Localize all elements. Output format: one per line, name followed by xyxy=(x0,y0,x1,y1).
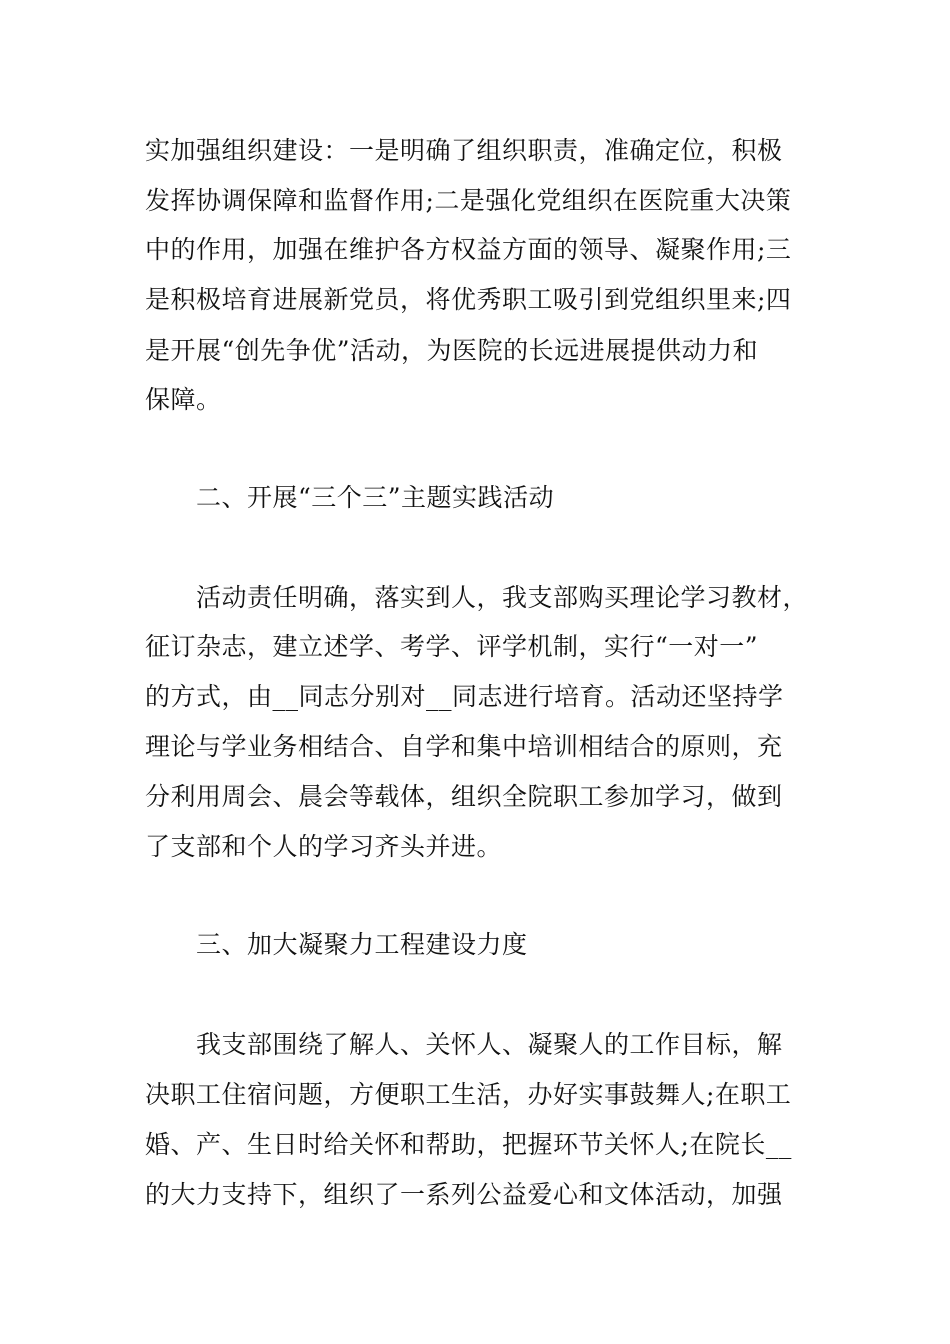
section-heading-2: 二、开展“三个三”主题实践活动 xyxy=(196,483,555,512)
paragraph-2-line-1: 活动责任明确，落实到人，我支部购买理论学习教材， xyxy=(196,583,809,612)
paragraph-1-line-1: 实加强组织建设：一是明确了组织职责，准确定位，积极 xyxy=(145,136,783,165)
paragraph-1-line-5: 是开展“创先争优”活动，为医院的长远进展提供动力和 xyxy=(145,336,759,365)
paragraph-1-line-6: 保障。 xyxy=(145,385,222,414)
paragraph-3-line-2: 决职工住宿问题，方便职工生活，办好实事鼓舞人;在职工 xyxy=(145,1080,792,1109)
paragraph-2-line-3: 的方式，由__同志分别对__同志进行培育。活动还坚持学 xyxy=(145,682,784,711)
paragraph-3-line-4: 的大力支持下，组织了一系列公益爱心和文体活动，加强 xyxy=(145,1180,783,1209)
paragraph-2-line-4: 理论与学业务相结合、自学和集中培训相结合的原则，充 xyxy=(145,732,783,761)
paragraph-3-line-1: 我支部围绕了解人、关怀人、凝聚人的工作目标，解 xyxy=(196,1030,783,1059)
paragraph-1-line-4: 是积极培育进展新党员，将优秀职工吸引到党组织里来;四 xyxy=(145,285,792,314)
paragraph-2-line-2: 征订杂志，建立述学、考学、评学机制，实行“一对一” xyxy=(145,632,759,661)
paragraph-2-line-6: 了支部和个人的学习齐头并进。 xyxy=(145,832,503,861)
paragraph-1-line-3: 中的作用，加强在维护各方权益方面的领导、凝聚作用;三 xyxy=(145,235,792,264)
paragraph-2-line-5: 分利用周会、晨会等载体，组织全院职工参加学习，做到 xyxy=(145,782,783,811)
paragraph-1-line-2: 发挥协调保障和监督作用;二是强化党组织在医院重大决策 xyxy=(145,186,792,215)
section-heading-3: 三、加大凝聚力工程建设力度 xyxy=(196,930,528,959)
paragraph-3-line-3: 婚、产、生日时给关怀和帮助，把握环节关怀人;在院长__ xyxy=(145,1130,792,1159)
